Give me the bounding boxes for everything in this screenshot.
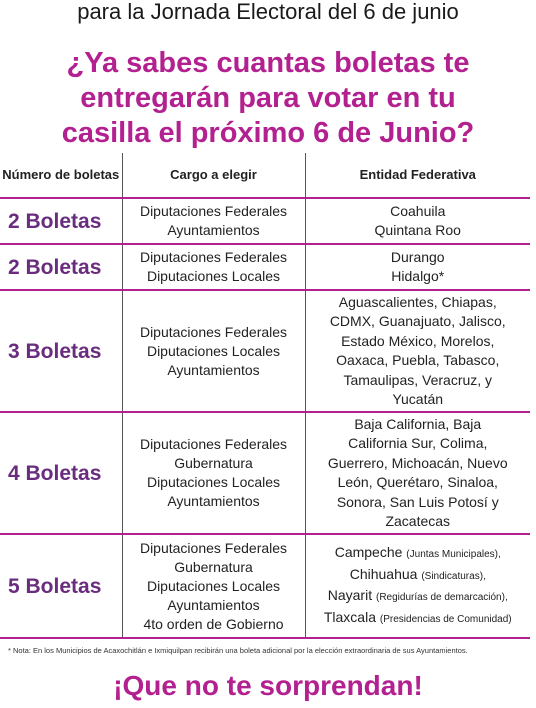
cargo-item: Diputaciones Federales: [139, 436, 288, 452]
cargo-cell: [122, 412, 305, 534]
cargo-item: Ayuntamientos: [167, 222, 260, 238]
cargo-item: Diputaciones Locales: [146, 268, 281, 284]
cargo-item: Gubernatura: [174, 558, 253, 575]
entity-line: Aguascalientes, Chiapas,: [338, 293, 497, 310]
entity-line: Oaxaca, Puebla, Tabasco,: [336, 352, 500, 368]
cargo-cell: [122, 244, 305, 290]
entity-name: Chihuahua: [349, 565, 418, 582]
entity-line: Tamaulipas, Veracruz, y: [343, 371, 493, 388]
ballot-count: 3 Boletas: [0, 290, 122, 412]
entity-cell: [305, 412, 530, 534]
cargo-item: Ayuntamientos: [167, 361, 260, 378]
entity-line: Estado México, Morelos,: [341, 332, 495, 349]
entity-cell: [305, 198, 530, 244]
entity-note: (Presidencias de Comunidad): [379, 613, 512, 625]
entity-line: Hidalgo*: [391, 268, 445, 284]
entity-line: Zacatecas: [385, 513, 451, 529]
cargo-item: 4to orden de Gobierno: [143, 615, 284, 632]
cargo-item: Diputaciones Federales: [139, 539, 288, 556]
headline-line: entregarán para votar en tu: [80, 82, 456, 114]
cargo-cell: [122, 198, 305, 244]
ballot-count: 5 Boletas: [0, 534, 122, 638]
cargo-item: Ayuntamientos: [167, 596, 260, 613]
table-row: [0, 290, 530, 412]
entity-line: Guerrero, Michoacán, Nuevo: [327, 454, 508, 471]
cargo-item: Gubernatura: [174, 455, 253, 471]
footnote: * Nota: En los Municipios de Acaxochitlán e Ixmiquilpan recibirán una boleta adicional por la elección extraordinaria de sus Ayuntamientos.: [8, 646, 468, 655]
table-row: [0, 412, 530, 534]
headline-line: casilla el próximo 6 de Junio?: [61, 117, 475, 149]
entity-line: Yucatán: [392, 391, 444, 407]
cargo-item: Diputaciones Federales: [139, 203, 288, 219]
header-entity: Entidad Federativa: [305, 153, 530, 198]
table-row: [0, 244, 530, 290]
entity-line: [310, 608, 527, 630]
entity-cell: [305, 244, 530, 290]
entity-cell: [305, 534, 530, 638]
entity-name: Tlaxcala: [323, 608, 376, 625]
entity-line: [310, 565, 527, 587]
table-row: [0, 534, 530, 638]
headline-line: ¿Ya sabes cuantas boletas te: [66, 47, 470, 79]
cargo-item: Ayuntamientos: [167, 493, 260, 509]
top-line: para la Jornada Electoral del 6 de junio: [77, 0, 459, 24]
ballot-count: 2 Boletas: [0, 198, 122, 244]
cargo-item: Diputaciones Locales: [146, 342, 281, 359]
entity-note: (Sindicaturas),: [421, 570, 486, 582]
entity-name: Campeche: [334, 544, 403, 560]
cargo-item: Diputaciones Locales: [146, 474, 281, 490]
headline: [0, 46, 536, 151]
entity-note: (Regidurías de demarcación),: [376, 592, 508, 603]
cargo-item: Diputaciones Federales: [139, 323, 288, 340]
entity-line: Coahuila: [390, 202, 446, 219]
entity-line: Baja California, Baja: [354, 415, 482, 432]
entity-cell: [305, 290, 530, 412]
header-count: Número de boletas: [0, 153, 122, 198]
cargo-cell: [122, 534, 305, 638]
closing-slogan: ¡Que no te sorprendan!: [113, 670, 423, 701]
cargo-item: Diputaciones Federales: [139, 249, 288, 265]
entity-note: (Juntas Municipales),: [406, 549, 501, 560]
ballots-table: [0, 153, 530, 639]
entity-line: León, Querétaro, Sinaloa,: [337, 474, 498, 490]
entity-line: [310, 543, 527, 565]
entity-line: CDMX, Guanajuato, Jalisco,: [329, 313, 506, 329]
entity-line: [310, 586, 527, 608]
ballot-count: 4 Boletas: [0, 412, 122, 534]
table-header-row: [0, 153, 530, 198]
entity-name: Nayarit: [327, 587, 373, 603]
header-cargo: Cargo a elegir: [122, 153, 305, 198]
cargo-cell: [122, 290, 305, 412]
table-row: [0, 198, 530, 244]
entity-line: Sonora, San Luis Potosí y: [336, 493, 499, 510]
entity-line: Quintana Roo: [374, 222, 461, 238]
ballot-count: 2 Boletas: [0, 244, 122, 290]
entity-line: Durango: [390, 248, 445, 265]
cargo-item: Diputaciones Locales: [146, 577, 281, 594]
entity-line: California Sur, Colima,: [348, 435, 488, 451]
